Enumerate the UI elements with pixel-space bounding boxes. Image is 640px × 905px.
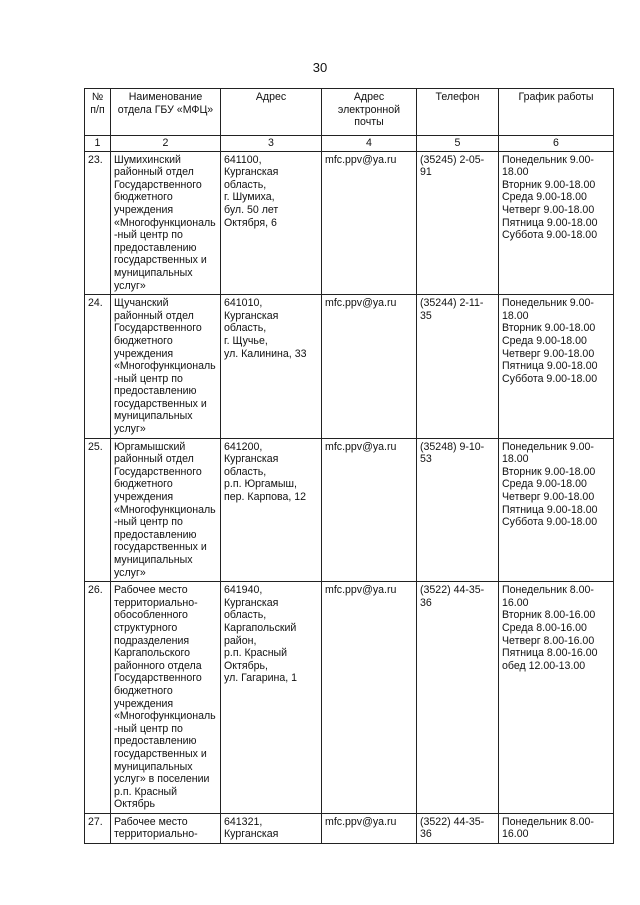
page-number: 30 [312, 60, 328, 75]
department-phone: (35244) 2-11- 35 [417, 295, 499, 439]
department-email: mfc.ppv@ya.ru [322, 151, 417, 295]
work-schedule: Понедельник 9.00- 18.00 Вторник 9.00-18.00 Среда 9.00-18.00 Четверг 9.00-18.00 Пятница 9.00-18.00 Суббота 9.00-18.00 [499, 438, 614, 582]
table-row [85, 438, 614, 582]
work-schedule: Понедельник 8.00- 16.00 [499, 813, 614, 843]
department-phone: (3522) 44-35- 36 [417, 813, 499, 843]
mfc-departments-table [84, 88, 614, 844]
department-name: Юргамышский районный отдел Государственного бюджетного учреждения «Многофункциональ -ный центр по предоставлению государственных и муниципальных услуг» [111, 438, 221, 582]
department-address: 641010, Курганская область, г. Щучье, ул. Калинина, 33 [221, 295, 322, 439]
column-number: 2 [111, 136, 221, 152]
work-schedule: Понедельник 9.00- 18.00 Вторник 9.00-18.00 Среда 9.00-18.00 Четверг 9.00-18.00 Пятница 9.00-18.00 Суббота 9.00-18.00 [499, 151, 614, 295]
table-row [85, 151, 614, 295]
table-row [85, 813, 614, 843]
header-schedule: График работы [499, 89, 614, 136]
column-number: 5 [417, 136, 499, 152]
department-email: mfc.ppv@ya.ru [322, 813, 417, 843]
department-name: Рабочее место территориально- [111, 813, 221, 843]
department-phone: (35245) 2-05- 91 [417, 151, 499, 295]
header-num: № п/п [85, 89, 111, 136]
table-row [85, 295, 614, 439]
column-number: 4 [322, 136, 417, 152]
row-number: 24. [85, 295, 111, 439]
department-email: mfc.ppv@ya.ru [322, 438, 417, 582]
column-number: 6 [499, 136, 614, 152]
row-number: 27. [85, 813, 111, 843]
department-name: Рабочее место территориально- обособленного структурного подразделения Каргапольского районного отдела Государственного бюджетного учреждения «Многофункциональ -ный центр по предоставлению государственных и муниципальных услуг» в поселении р.п. Красный Октябрь [111, 582, 221, 814]
header-phone: Телефон [417, 89, 499, 136]
department-phone: (35248) 9-10- 53 [417, 438, 499, 582]
header-name: Наименование отдела ГБУ «МФЦ» [111, 89, 221, 136]
header-email: Адрес электронной почты [322, 89, 417, 136]
department-address: 641200, Курганская область, р.п. Юргамыш, пер. Карпова, 12 [221, 438, 322, 582]
row-number: 26. [85, 582, 111, 814]
department-email: mfc.ppv@ya.ru [322, 295, 417, 439]
work-schedule: Понедельник 9.00- 18.00 Вторник 9.00-18.00 Среда 9.00-18.00 Четверг 9.00-18.00 Пятница 9.00-18.00 Суббота 9.00-18.00 [499, 295, 614, 439]
row-number: 23. [85, 151, 111, 295]
column-number: 1 [85, 136, 111, 152]
row-number: 25. [85, 438, 111, 582]
table-header-row [85, 89, 614, 136]
department-name: Шумихинский районный отдел Государственного бюджетного учреждения «Многофункциональ -ный центр по предоставлению государственных и муниципальных услуг» [111, 151, 221, 295]
column-number: 3 [221, 136, 322, 152]
department-address: 641100, Курганская область, г. Шумиха, бул. 50 лет Октября, 6 [221, 151, 322, 295]
header-address: Адрес [221, 89, 322, 136]
department-name: Щучанский районный отдел Государственного бюджетного учреждения «Многофункциональ -ный центр по предоставлению государственных и муниципальных услуг» [111, 295, 221, 439]
column-numbers-row [85, 136, 614, 152]
department-address: 641321, Курганская [221, 813, 322, 843]
work-schedule: Понедельник 8.00- 16.00 Вторник 8.00-16.00 Среда 8.00-16.00 Четверг 8.00-16.00 Пятница 8.00-16.00 обед 12.00-13.00 [499, 582, 614, 814]
department-address: 641940, Курганская область, Каргапольский район, р.п. Красный Октябрь, ул. Гагарина, 1 [221, 582, 322, 814]
table-row [85, 582, 614, 814]
department-phone: (3522) 44-35- 36 [417, 582, 499, 814]
department-email: mfc.ppv@ya.ru [322, 582, 417, 814]
